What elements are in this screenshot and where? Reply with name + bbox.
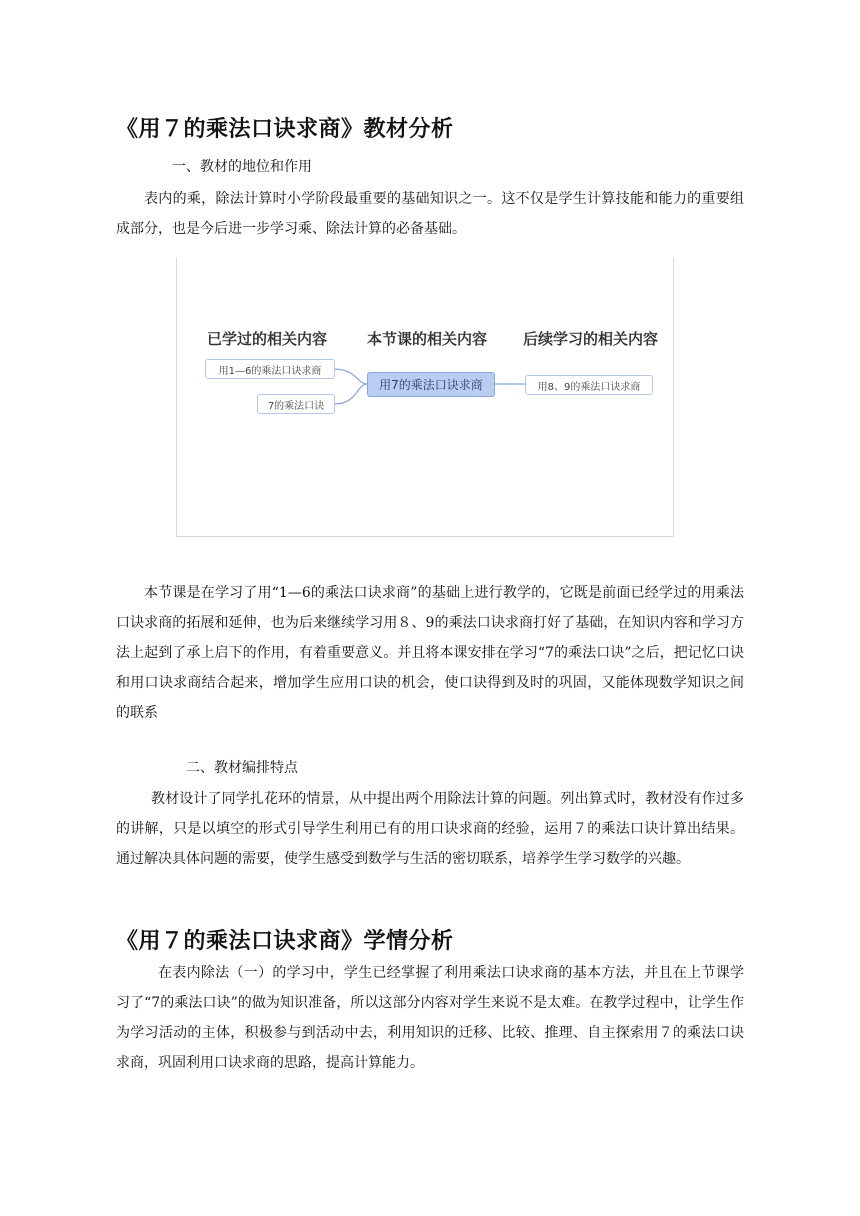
section2-title: 《用７的乘法口诀求商》学情分析 (116, 928, 454, 954)
section2-paragraph-1-text: 在表内除法（一）的学习中，学生已经掌握了利用乘法口诀求商的基本方法，并且在上节课学习了“7的乘法口诀”的做为知识准备，所以这部分内容对学生来说不是太难。在教学过程中，让学生作为学习活动的主体，积极参与到活动中去，利用知识的迁移、比较、推理、自主探索用７的乘法口诀求商，巩固利用口诀求商的思路，提高计算能力。 (116, 965, 744, 1071)
section1-paragraph-3 (116, 784, 744, 874)
section1-paragraph-1 (116, 184, 744, 244)
section1-paragraph-1-text: 表内的乘，除法计算时小学阶段最重要的基础知识之一。这不仅是学生计算技能和能力的重要组成部分，也是今后进一步学习乘、除法计算的必备基础。 (116, 191, 744, 237)
mind-map-node-prev-2: 7的乘法口诀 (257, 394, 335, 414)
section1-paragraph-2-text: 本节课是在学习了用“1—6的乘法口诀求商”的基础上进行教学的，它既是前面已经学过的用乘法口诀求商的拓展和延伸，也为后来继续学习用８、9的乘法口诀求商打好了基础，在知识内容和学习方法上起到了承上启下的作用，有着重要意义。并且将本课安排在学习“7的乘法口诀”之后，把记忆口诀和用口诀求商结合起来，增加学生应用口诀的机会，使口诀得到及时的巩固，又能体现数学知识之间的联系 (116, 585, 744, 721)
mind-map-header-current: 本节课的相关内容 (367, 330, 488, 348)
section1-title: 《用７的乘法口诀求商》教材分析 (116, 116, 454, 142)
section1-paragraph-2 (116, 578, 744, 728)
mind-map-connectors (177, 258, 673, 536)
mind-map-header-next: 后续学习的相关内容 (523, 330, 659, 348)
mind-map-header-learned: 已学过的相关内容 (207, 330, 328, 348)
section1-paragraph-3-text: 教材设计了同学扎花环的情景，从中提出两个用除法计算的问题。列出算式时，教材没有作过多的讲解，只是以填空的形式引导学生利用已有的用口诀求商的经验，运用７的乘法口诀计算出结果。通过解决具体问题的需要，使学生感受到数学与生活的密切联系，培养学生学习数学的兴趣。 (116, 791, 744, 867)
mind-map-node-next: 用8、9的乘法口诀求商 (525, 375, 653, 395)
mind-map-node-center: 用7的乘法口诀求商 (367, 372, 495, 397)
section1-subheading-1: 一、教材的地位和作用 (172, 159, 312, 175)
mind-map-node-prev-1: 用1—6的乘法口诀求商 (205, 359, 335, 379)
section2-paragraph-1 (116, 958, 744, 1078)
mind-map-figure (176, 258, 674, 537)
section1-subheading-2: 二、教材编排特点 (186, 760, 298, 776)
